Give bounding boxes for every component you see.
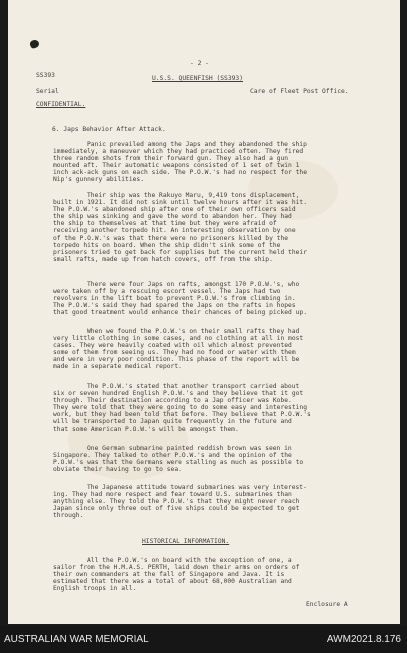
text-line: and were in very poor condition. This phase of the report will be bbox=[53, 356, 300, 364]
text-line: through. Their destination according to a Jap officer was Kobe. bbox=[53, 397, 292, 405]
text-line: sailor from the H.M.A.S. PERTH, laid down their arms on orders of bbox=[53, 564, 300, 572]
text-line: that good treatment would enhance their chances of being picked up. bbox=[53, 309, 308, 317]
text-line: of the P.O.W.'s was that there were no prisoners killed by the bbox=[53, 234, 289, 242]
paragraph-transport bbox=[53, 383, 378, 433]
text-line: All the P.O.W.'s on board with the exception of one, a bbox=[87, 557, 292, 564]
paragraph-historical bbox=[53, 557, 378, 592]
text-line: made in a separate medical report. bbox=[53, 363, 182, 371]
text-line: six or seven hundred English P.O.W.'s and they believe that it got bbox=[53, 390, 304, 398]
text-line: Their ship was the Rakuyo Maru, 9,419 tons displacement, bbox=[87, 192, 300, 199]
text-line: small rafts, made up from hatch covers, off from the ship. bbox=[53, 255, 273, 263]
text-line: anything else. They told the P.O.W.'s that they might never reach bbox=[53, 498, 300, 506]
text-line: torpedo hits on board. When the ship didn't sink some of the bbox=[53, 241, 281, 249]
paragraph-german bbox=[53, 445, 378, 473]
text-line: They were told that they were going to do some easy and interesting bbox=[53, 404, 308, 412]
text-line: some of them from seeing us. They had no food or water with them bbox=[53, 349, 296, 357]
text-line: Japan since only three out of five ships could be expected to get bbox=[53, 505, 300, 513]
text-line: revolvers in the lift boat to prevent P.O.W.'s from climbing in. bbox=[53, 295, 296, 303]
text-line: The P.O.W.'s stated that another transport carried about bbox=[87, 383, 300, 390]
text-line: P.O.W.'s was that the Germans were stalling as much as possible to bbox=[53, 459, 304, 467]
text-line: receiving another torpedo hit. An interesting observation by one bbox=[53, 227, 296, 235]
text-line: Nip's gunnery abilities. bbox=[53, 176, 144, 184]
text-line: very little clothing in some cases, and no clothing at all in most bbox=[53, 335, 304, 343]
text-line: the ship was sinking and gave the word to abandon her. They had bbox=[53, 213, 292, 221]
text-line: When we found the P.O.W.'s on their small rafts they had bbox=[87, 328, 300, 335]
section-heading: 6. Japs Behavior After Attack. bbox=[52, 126, 166, 133]
archive-footer bbox=[0, 626, 407, 653]
text-line: English troops in all. bbox=[53, 585, 137, 593]
paragraph-rafts bbox=[53, 281, 378, 316]
paragraph-attitude bbox=[53, 484, 378, 519]
text-line: Singapore. They talked to other P.O.W.'s and the opinion of the bbox=[53, 452, 292, 460]
text-line: were taken off by a rescuing escort vessel. The Japs had two bbox=[53, 288, 281, 296]
text-line: prisoners tried to get back for supplies but the current held their bbox=[53, 248, 308, 256]
paragraph-panic bbox=[53, 141, 378, 184]
serial-label: Serial bbox=[36, 88, 59, 95]
text-line: obviate their having to go to sea. bbox=[53, 466, 182, 474]
text-line: will be transported to Japan quite frequently in the future and bbox=[53, 418, 292, 426]
address-line: Care of Fleet Post Office. bbox=[250, 88, 349, 95]
text-line: The Japanese attitude toward submarines was very interest- bbox=[87, 484, 307, 491]
text-line: Panic prevailed among the Japs and they abandoned the ship bbox=[87, 141, 307, 148]
text-line: their own commanders at the fall of Singapore and Java. It is bbox=[53, 571, 285, 579]
text-line: There were four Japs on rafts, amongst 170 P.O.W.'s, who bbox=[87, 281, 300, 288]
footer-institution: AUSTRALIAN WAR MEMORIAL bbox=[4, 634, 149, 645]
text-line: built in 1921. It did not sink until twelve hours after it was hit. bbox=[53, 199, 308, 207]
ship-title: U.S.S. QUEENFISH (SS393) bbox=[152, 75, 243, 82]
text-line: One German submarine painted reddish brown was seen in bbox=[87, 445, 292, 452]
text-line: three random shots from their forward gun. They also had a gun bbox=[53, 155, 289, 163]
text-line: ing. They had more respect and fear toward U.S. submarines than bbox=[53, 491, 292, 499]
paragraph-ship bbox=[53, 192, 378, 263]
text-line: estimated that there was a total of about 68,000 Australian and bbox=[53, 578, 292, 586]
text-line: inch ack-ack guns on each side. The P.O.W.'s had no respect for the bbox=[53, 169, 308, 177]
paragraph-found bbox=[53, 328, 378, 371]
text-line: immediately, a maneuver which they had practiced often. They fired bbox=[53, 148, 304, 156]
text-line: that some American P.O.W.'s will be amongst them. bbox=[53, 425, 239, 433]
classification-label: CONFIDENTIAL. bbox=[36, 101, 86, 108]
text-line: through. bbox=[53, 512, 84, 520]
punch-hole-mark bbox=[29, 39, 40, 50]
text-line: mounted aft. Their automatic weapons consisted of 1 set of twin 1 bbox=[53, 162, 300, 170]
serial-number: SS393 bbox=[36, 72, 55, 79]
historical-heading: HISTORICAL INFORMATION. bbox=[142, 538, 230, 545]
text-line: cases. They were heavily coated with oil which almost prevented bbox=[53, 342, 292, 350]
document-page bbox=[8, 0, 400, 624]
text-line: The P.O.W.'s abandoned ship after one of their own officers said bbox=[53, 206, 296, 214]
enclosure-note: Enclosure A bbox=[306, 601, 348, 608]
text-line: The P.O.W.'s said they had spared the Japs on the rafts in hopes bbox=[53, 302, 296, 310]
footer-accession-number: AWM2021.8.176 bbox=[326, 634, 401, 645]
page-number: - 2 - bbox=[190, 60, 209, 67]
text-line: work, but they had been told that before. They believe that P.O.W.'s bbox=[53, 411, 311, 419]
text-line: the ship to themselves at that time but they were afraid of bbox=[53, 220, 277, 228]
